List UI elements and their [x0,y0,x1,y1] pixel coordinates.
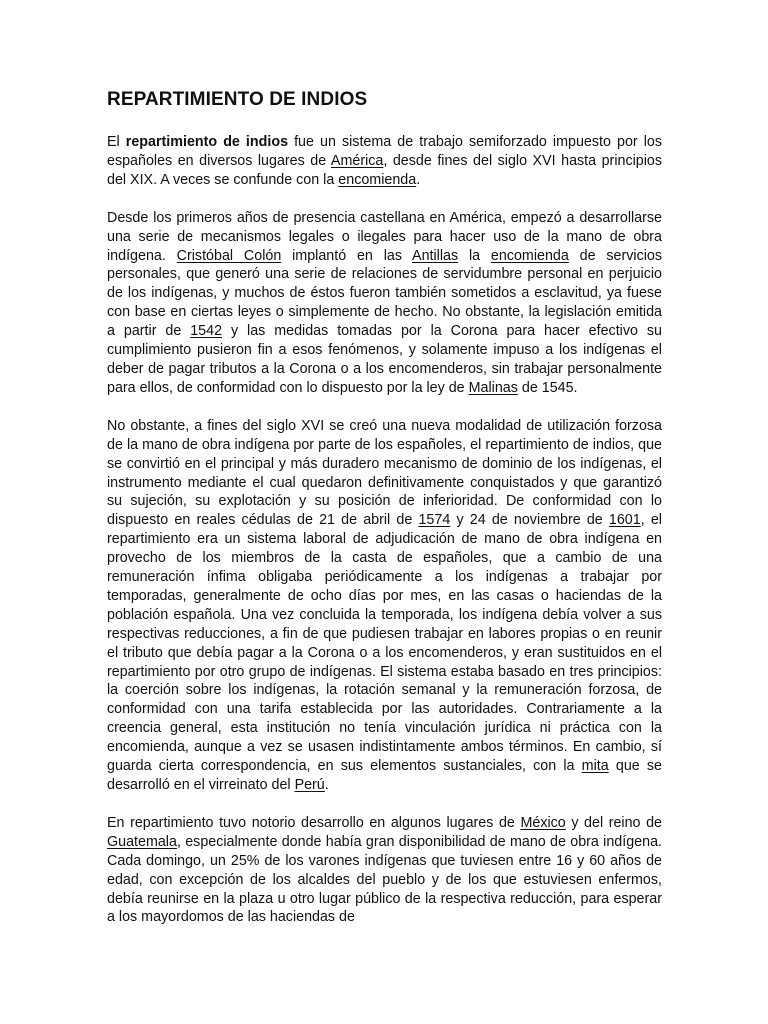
paragraph-development [107,814,662,927]
link-antillas[interactable]: Antillas [412,247,459,264]
text-segment: y las medidas tomadas por la Corona para hacer efectivo su cumplimiento pusieron fin a esos fenómenos, y solamente impuso a los indígenas el deber de pagar tributos a la Corona o a los encomenderos, sin trabajar personalmente para ellos, de conformidad con lo dispuesto por la ley de [107,323,662,396]
text-segment: . [324,777,329,793]
text-segment: El [107,134,126,150]
text-segment: , desde fines del siglo XVI hasta principios del XIX. A veces se confunde con la [107,152,663,188]
link-1601[interactable]: 1601 [608,512,641,529]
link-1574[interactable]: 1574 [418,512,451,529]
text-segment: No obstante, a fines del siglo XVI se creó una nueva modalidad de utilización forzosa de la mano de obra indígena por parte de los españoles, el repartimiento de indios, que se convirtió en el principal y más duradero mecanismo de dominio de los indígenas, el instrumento mediante el cual quedaron definitivamente conquistados y que garantizó su sujeción, su explotación y su posición de inferioridad. De conformidad con lo dispuesto en reales cédulas de 21 de abril de [107,417,662,529]
link-malinas[interactable]: Malinas [468,379,518,396]
text-segment: En repartimiento tuvo notorio desarrollo en algunos lugares de [107,814,521,831]
paragraph-system [107,417,662,795]
text-segment: de servicios personales, que generó una serie de relaciones de servidumbre personal en perjuicio de los indígenas, y muchos de éstos fueron también sometidos a esclavitud, ya fuese con base en ciertas leyes o simplemente de hecho. No obstante, la legislación emitida a partir de [107,247,662,340]
text-segment: y 24 de noviembre de [450,512,609,529]
text-segment: y del reino de [565,814,662,831]
text-segment: , especialmente donde había gran disponibilidad de mano de obra indígena. Cada domingo, un 25% de los varones indígenas que tuviesen entre 16 y 60 años de edad, con excepción de los alcaldes del pueblo y de los que estuviesen enfermos, debía reunirse en la plaza u otro lugar público de la respectiva reducción, para esperar a los mayordomos de las haciendas de [107,833,662,926]
link-encomienda[interactable]: encomienda [338,171,417,188]
text-segment: Desde los primeros años de presencia castellana en América, empezó a desarrollarse una serie de mecanismos legales o ilegales para hacer uso de la mano de obra indígena. [107,209,662,264]
text-segment: . [416,171,421,188]
text-segment: implantó en las [281,247,413,264]
link-peru[interactable]: Perú [294,777,325,793]
link-mita[interactable]: mita [581,758,609,775]
paragraph-origins [107,209,662,398]
bold-term: repartimiento de indios [125,134,289,150]
link-1542[interactable]: 1542 [190,323,223,340]
document-page [107,88,662,946]
text-segment: fue un sistema de trabajo semiforzado impuesto por los españoles en diversos lugares de [107,134,662,169]
paragraph-intro [107,133,662,190]
link-america[interactable]: América [330,152,384,169]
text-segment: , el repartimiento era un sistema laboral de adjudicación de mano de obra indígena en provecho de los miembros de la casta de españoles, que a cambio de una remuneración ínfima obligaba periódicamente a los indígenas a trabajar por temporadas, generalmente de ocho días por mes, en las casas o haciendas de la población española. Una vez concluida la temporada, los indígena debía volver a sus respectivas reducciones, a fin de que pudiesen trabajar en labores propias o en reunir el tributo que debía pagar a la Corona o a los encomenderos, y eran sustituidos en el repartimiento por otro grupo de indígenas. El sistema estaba basado en tres principios: la coerción sobre los indígenas, la rotación semanal y la remuneración forzosa, de conformidad con una tarifa establecida por las autoridades. Contrariamente a la creencia general, esta institución no tenía vinculación jurídica ni práctica con la encomienda, aunque a vez se usasen indistintamente ambos términos. En cambio, sí guarda cierta correspondencia, en sus elementos sustanciales, con la [107,512,662,775]
text-segment: que se desarrolló en el virreinato del [107,758,662,793]
link-mexico[interactable]: México [520,814,566,831]
link-encomienda-2[interactable]: encomienda [490,247,569,264]
text-segment: de 1545. [517,379,578,396]
link-guatemala[interactable]: Guatemala [107,833,177,850]
page-title: REPARTIMIENTO DE INDIOS [107,89,368,110]
text-segment: la [458,247,491,264]
link-cristobal-colon[interactable]: Cristóbal Colón [176,247,282,264]
